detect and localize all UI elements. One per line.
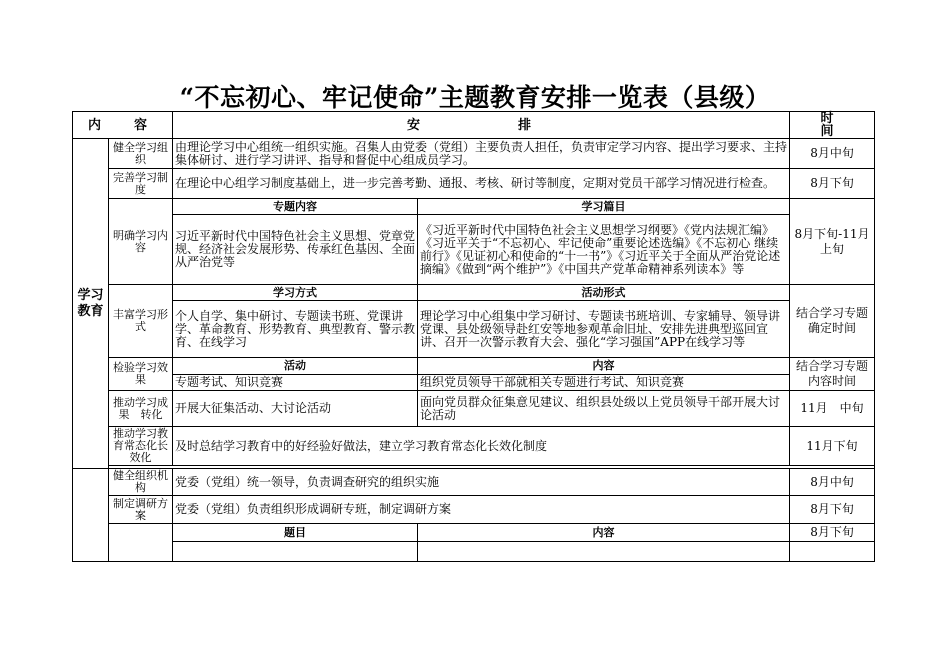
arrangement-text: 及时总结学习教育中的好经验好做法，建立学习教育常态化长效化制度	[173, 427, 790, 466]
content-cell: 面向党员群众征集意见建议、组织县处级以上党员领导干部开展大讨论活动	[418, 391, 790, 427]
content-cell	[418, 542, 790, 562]
time-cell: 8月下旬	[790, 169, 875, 199]
table-row	[73, 215, 875, 285]
table-row	[73, 169, 875, 199]
arrangement-text: 党委（党组）统一领导，负责调查研究的组织实施	[173, 469, 790, 496]
time-cell: 8月下旬	[790, 496, 875, 524]
table-row	[73, 374, 875, 391]
activity-forms: 理论学习中心组集中学习研讨、专题读书班培训、专家辅导、领导讲党课、县处级领导赴红安等地参观革命旧址、安排先进典型巡回宣讲、召开一次警示教育大会、强化“学习强国”APP在线学习等	[418, 301, 790, 358]
schedule-table	[72, 111, 890, 562]
study-readings: 《习近平新时代中国特色社会主义思想学习纲要》《党内法规汇编》《习近平关于“不忘初心、牢记使命”重要论述选编》《不忘初心 继续前行》《见证初心和使命的“十一书”》《习近平关于全面从严治党论述摘编》《做到“两个维护”》《中国共产党革命精神系列读本》等	[418, 215, 790, 285]
arrangement-text: 党委（党组）负责组织形成调研专班，制定调研方案	[173, 496, 790, 524]
table-row	[73, 542, 875, 562]
item-label	[109, 524, 173, 562]
header-row	[73, 112, 875, 139]
study-methods: 个人自学、集中研讨、专题读书班、党课讲学、革命教育、形势教育、典型教育、警示教育、在线学习	[173, 301, 418, 358]
item-label: 丰富学习形式	[109, 285, 173, 358]
schedule-table-container	[72, 111, 890, 539]
table-row	[73, 301, 875, 358]
time-cell: 8月中旬	[790, 469, 875, 496]
sub-header: 内容	[418, 358, 790, 375]
time-cell: 结合学习专题确定时间	[790, 285, 875, 358]
item-label: 制定调研方案	[109, 496, 173, 524]
header-content: 内 容	[73, 112, 173, 139]
item-label: 完善学习制度	[109, 169, 173, 199]
topic-cell	[173, 542, 418, 562]
arrangement-text: 由理论学习中心组统一组织实施。召集人由党委（党组）主要负责人担任，负责审定学习内容、提出学习要求、主持集体研讨、进行学习讲评、指导和督促中心组成员学习。	[173, 139, 790, 169]
time-cell: 11月 中旬	[790, 391, 875, 427]
table-row	[73, 358, 875, 375]
item-label: 检验学习效果	[109, 358, 173, 391]
activity-cell: 专题考试、知识竞赛	[173, 374, 418, 391]
time-cell: 8月下旬	[790, 524, 875, 542]
time-cell: 8月下旬-11月上旬	[790, 199, 875, 285]
item-label: 健全组织机构	[109, 469, 173, 496]
time-cell	[790, 542, 875, 562]
item-label: 明确学习内容	[109, 199, 173, 285]
table-row	[73, 139, 875, 169]
category-study-education: 学习 教育	[73, 139, 109, 469]
sub-header: 专题内容	[173, 199, 418, 215]
table-row	[73, 427, 875, 466]
time-cell: 11月下旬	[790, 427, 875, 466]
table-row	[73, 524, 875, 542]
item-label: 健全学习组织	[109, 139, 173, 169]
time-cell: 结合学习专题内容时间	[790, 358, 875, 391]
table-row	[73, 391, 875, 427]
arrangement-text: 在理论中心组学习制度基础上，进一步完善考勤、通报、考核、研讨等制度，定期对党员干部学习情况进行检查。	[173, 169, 790, 199]
page-title: “不忘初心、牢记使命”主题教育安排一览表（县级）	[179, 83, 771, 112]
sub-header: 学习方式	[173, 285, 418, 301]
item-label: 推动学习教育常态化长效化	[109, 427, 173, 466]
content-cell: 组织党员领导干部就相关专题进行考试、知识竞赛	[418, 374, 790, 391]
table-row	[73, 199, 875, 215]
header-arrangement: 安 排	[173, 112, 790, 139]
time-cell: 8月中旬	[790, 139, 875, 169]
category-blank	[73, 469, 109, 562]
item-label: 推动学习成果 转化	[109, 391, 173, 427]
sub-header: 学习篇目	[418, 199, 790, 215]
sub-header: 题目	[173, 524, 418, 542]
table-row	[73, 469, 875, 496]
table-row	[73, 285, 875, 301]
header-time: 时 间	[790, 112, 875, 139]
activity-cell: 开展大征集活动、大讨论活动	[173, 391, 418, 427]
sub-header: 活动形式	[418, 285, 790, 301]
sub-header: 内容	[418, 524, 790, 542]
study-topics: 习近平新时代中国特色社会主义思想、党章党规、经济社会发展形势、传承红色基因、全面从严治党等	[173, 215, 418, 285]
table-row	[73, 496, 875, 524]
sub-header: 活动	[173, 358, 418, 375]
